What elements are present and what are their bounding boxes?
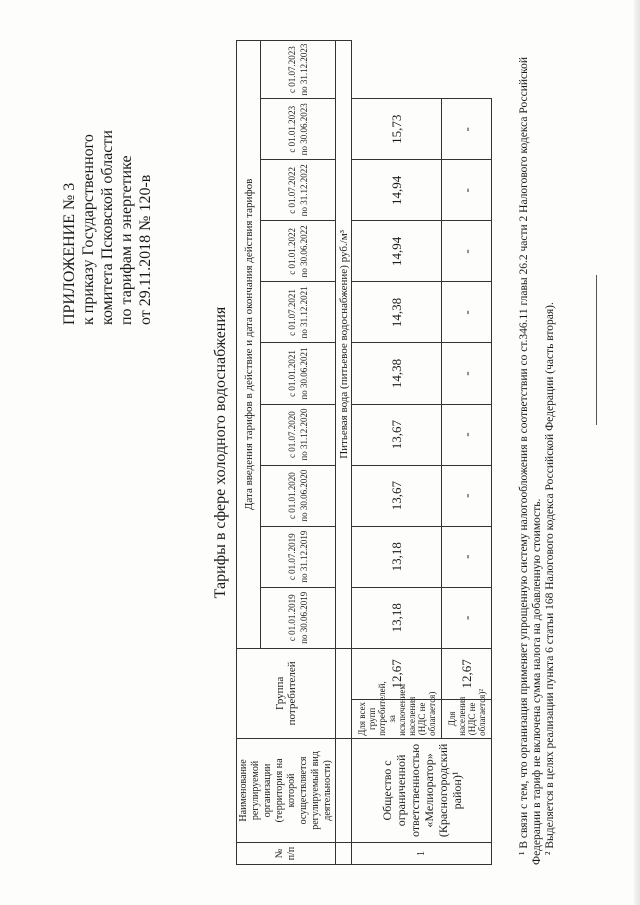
appendix-header [60, 25, 155, 325]
period-header: с 01.01.2019 по 30.06.2019 [261, 587, 336, 648]
period-header: с 01.01.2020 по 30.06.2020 [261, 465, 336, 526]
tariff-value: - [442, 465, 492, 526]
tariff-value: - [442, 526, 492, 587]
period-header: с 01.07.2023 по 31.12.2023 [261, 41, 336, 99]
tariff-value: 13,18 [352, 526, 442, 587]
tariff-value: 15,73 [352, 99, 442, 160]
period-header: с 01.07.2019 по 31.12.2019 [261, 526, 336, 587]
drinking-water-label: Питьевая вода (питьевое водоснабжение) руб./м³ [336, 41, 352, 649]
appendix-order-date: от 29.11.2018 № 120-в [137, 174, 154, 325]
tariff-value: 13,67 [352, 404, 442, 465]
tariff-value: 14,94 [352, 221, 442, 282]
row-number: 1 [352, 842, 492, 864]
header-dates: Дата введения тарифов в действие и дата окончания действия тарифов [237, 41, 261, 649]
tariff-value: - [442, 343, 492, 404]
consumer-group-all: Для всех групп потребителей, за исключением населения (НДС не облагается) [352, 699, 442, 738]
tariff-value: - [442, 99, 492, 160]
tariff-value: - [442, 160, 492, 221]
appendix-ref-line: по тарифам и энергетике [118, 155, 135, 325]
header-number: № п/п [237, 842, 336, 864]
header-consumer-group: Группа потребителей [237, 648, 336, 738]
divider [596, 275, 597, 425]
tariff-value: 13,67 [352, 465, 442, 526]
organization-name: Общество с ограниченной ответственностью «Мелиоратор» (Красногородский район)¹ [352, 738, 492, 842]
tariff-value: 12,67 [442, 648, 492, 699]
tariff-value: 14,38 [352, 343, 442, 404]
consumer-group-population: Для населения (НДС не облагается)² [442, 699, 492, 738]
period-header: с 01.07.2022 по 31.12.2022 [261, 160, 336, 221]
footnote-1: ¹ В связи с тем, что организация применяет упрощенную систему налогообложения в соответствии со ст.346.11 главы 26.2 части 2 Налогового кодекса Российской Федерации в тариф не включена сумма налога на добавленную стоимость. [518, 56, 543, 865]
tariff-value: - [442, 587, 492, 648]
tariff-value: 12,67 [352, 648, 442, 699]
period-header: с 01.07.2020 по 31.12.2020 [261, 404, 336, 465]
tariff-value: - [442, 404, 492, 465]
period-header: с 01.07.2021 по 31.12.2021 [261, 282, 336, 343]
tariff-table [236, 40, 492, 865]
period-header: с 01.01.2021 по 30.06.2021 [261, 343, 336, 404]
appendix-ref-line: к приказу Государственного [80, 134, 97, 325]
header-organization: Наименование регулируемой организации (территория на которой осуществляется регулируемый вид деятельности) [237, 738, 336, 842]
tariff-value: - [442, 282, 492, 343]
appendix-ref-line: комитета Псковской области [99, 130, 116, 325]
table-row [352, 41, 442, 865]
appendix-number: ПРИЛОЖЕНИЕ № 3 [61, 182, 78, 325]
tariff-value: - [442, 221, 492, 282]
tariff-value: 14,94 [352, 160, 442, 221]
document-title: Тарифы в сфере холодного водоснабжения [212, 306, 229, 599]
period-header: с 01.01.2023 по 30.06.2023 [261, 99, 336, 160]
tariff-value: 13,18 [352, 587, 442, 648]
tariff-value: 14,38 [352, 282, 442, 343]
scan-edge [634, 0, 640, 905]
footnotes [518, 25, 557, 865]
period-header: с 01.01.2022 по 30.06.2022 [261, 221, 336, 282]
footnote-2: ² Выделяется в целях реализации пункта 6 статьи 168 Налогового кодекса Российской Федерации (часть вторая). [544, 302, 556, 855]
